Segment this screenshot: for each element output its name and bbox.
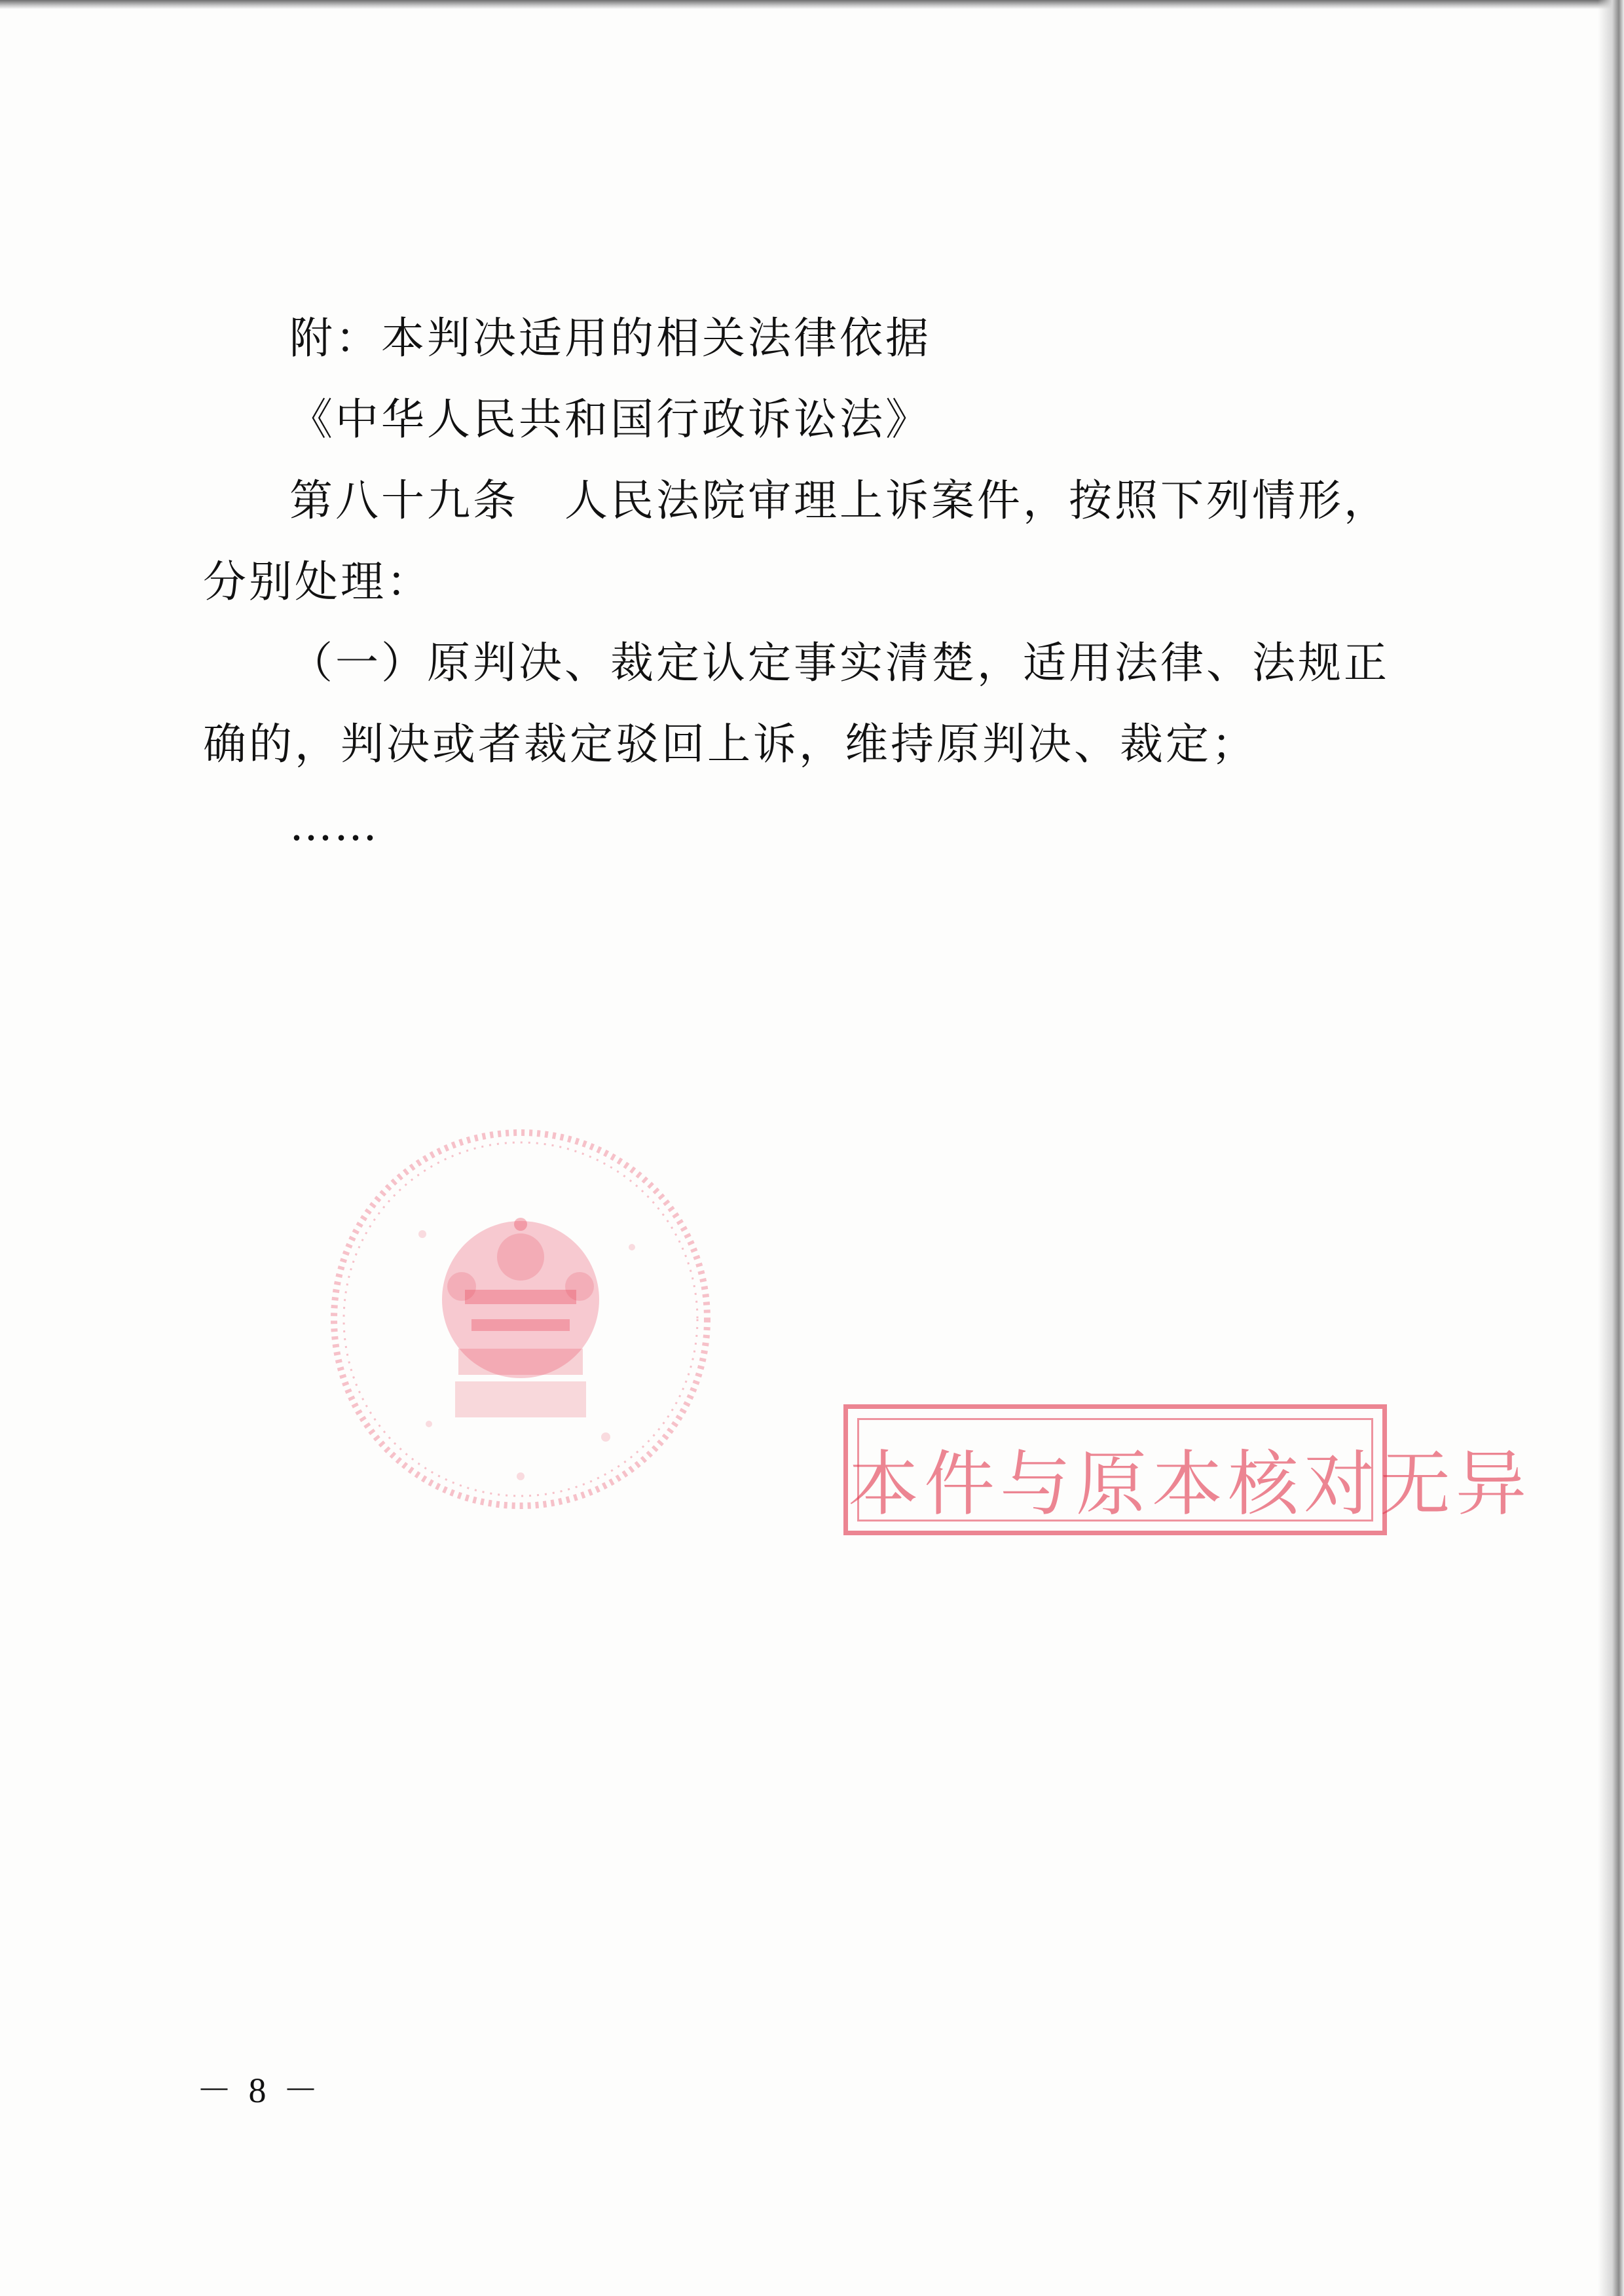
legal-basis-section	[203, 298, 1408, 866]
omission-ellipsis: ……	[289, 800, 378, 850]
appendix-heading: 附：本判决适用的相关法律依据	[289, 313, 931, 363]
scan-edge-right	[1598, 0, 1624, 2296]
certification-stamp-text: 本件与原本核对无异	[848, 1444, 1532, 1525]
article-89-clause-1: （一）原判决、裁定认定事实清楚，适用法律、法规正确的，判决或者裁定驳回上诉，维持原判决、裁定；	[203, 638, 1390, 769]
article-89-text: 第八十九条 人民法院审理上诉案件，按照下列情形，分别处理：	[203, 475, 1390, 607]
scan-edge-top	[0, 0, 1624, 9]
certification-stamp	[843, 1404, 1532, 1535]
page-number: － 8 －	[196, 2071, 322, 2110]
law-title: 《中华人民共和国行政诉讼法》	[289, 394, 931, 445]
court-seal-icon	[324, 1123, 717, 1516]
